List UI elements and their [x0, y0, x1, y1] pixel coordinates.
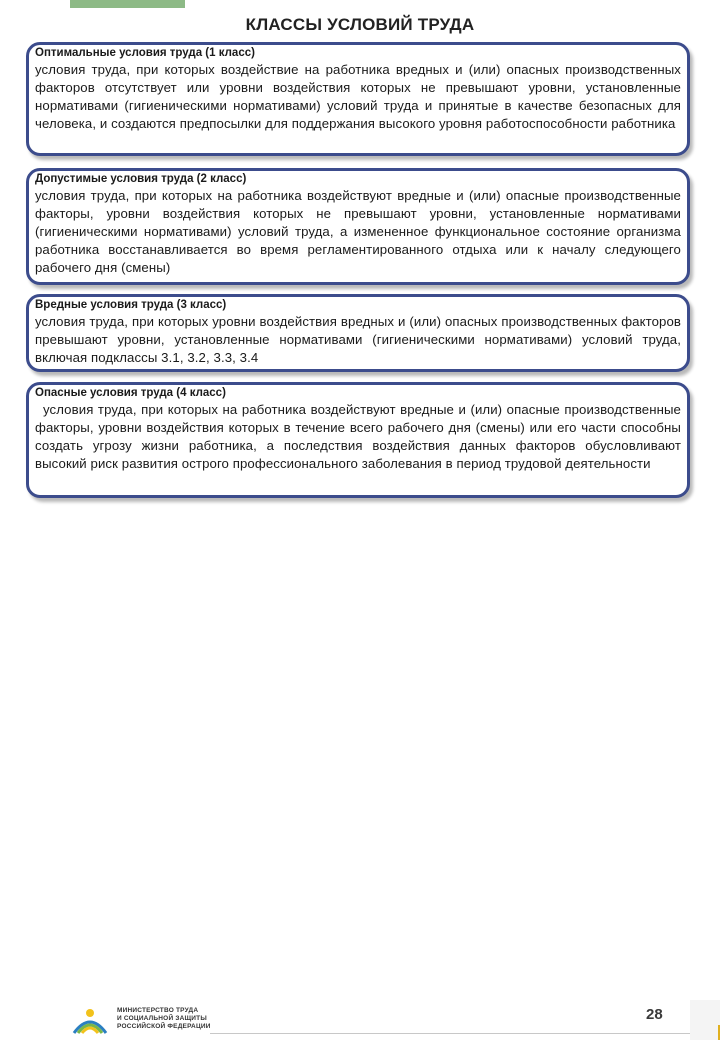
class-2-text: условия труда, при которых на работника воздействуют вредные и (или) опасные производственные факторы, уровни воздействия которых не превышают уровни, установленные нормативами (гигиеническими нормативами) условий труда, а измененное функциональное состояние организма работника восстанавливается во время регламентированного отдыха или к началу следующего рабочего дня (смены) — [35, 188, 681, 275]
class-3-box — [26, 294, 690, 372]
ministry-line-3: РОССИЙСКОЙ ФЕДЕРАЦИИ — [117, 1023, 211, 1030]
ministry-logo-icon — [70, 1003, 110, 1037]
class-3-text: условия труда, при которых уровни воздействия вредных и (или) опасных производственных факторов превышают уровни, установленные нормативами (гигиеническими нормативами) условий труда, включая подклассы 3.1, 3.2, 3.3, 3.4 — [35, 314, 681, 365]
top-accent-bar — [70, 0, 185, 8]
class-3-heading: Вредные условия труда (3 класс) — [35, 299, 227, 311]
footer — [0, 500, 720, 1030]
corner-decoration — [690, 1000, 720, 1040]
class-1-box — [26, 42, 690, 156]
class-4-box — [26, 382, 690, 498]
ministry-name — [117, 1007, 237, 1031]
ministry-line-1: МИНИСТЕРСТВО ТРУДА — [117, 1007, 199, 1014]
class-4-text: условия труда, при которых на работника воздействуют вредные и (или) опасные производственные факторы, уровни воздействия которых в течение всего рабочего дня (смены) или его части способны создать угрозу жизни работника, а последствия воздействия данных факторов обусловливают высокий риск развития острого профессионального заболевания в период трудовой деятельности — [35, 402, 681, 471]
class-1-text: условия труда, при которых воздействие на работника вредных и (или) опасных производственных факторов отсутствует или уровни воздействия которых не превышают уровни, установленные нормативами (гигиеническими нормативами) условий труда и принятые в качестве безопасных для человека, и создаются предпосылки для поддержания высокого уровня работоспособности работника — [35, 62, 681, 131]
class-1-heading: Оптимальные условия труда (1 класс) — [35, 47, 255, 59]
footer-divider — [210, 1033, 690, 1034]
class-4-heading: Опасные условия труда (4 класс) — [35, 387, 226, 399]
class-2-heading: Допустимые условия труда (2 класс) — [35, 173, 247, 185]
page-title: КЛАССЫ УСЛОВИЙ ТРУДА — [245, 15, 475, 34]
page-number: 28 — [646, 1006, 663, 1023]
class-2-box — [26, 168, 690, 285]
ministry-line-2: И СОЦИАЛЬНОЙ ЗАЩИТЫ — [117, 1015, 207, 1022]
